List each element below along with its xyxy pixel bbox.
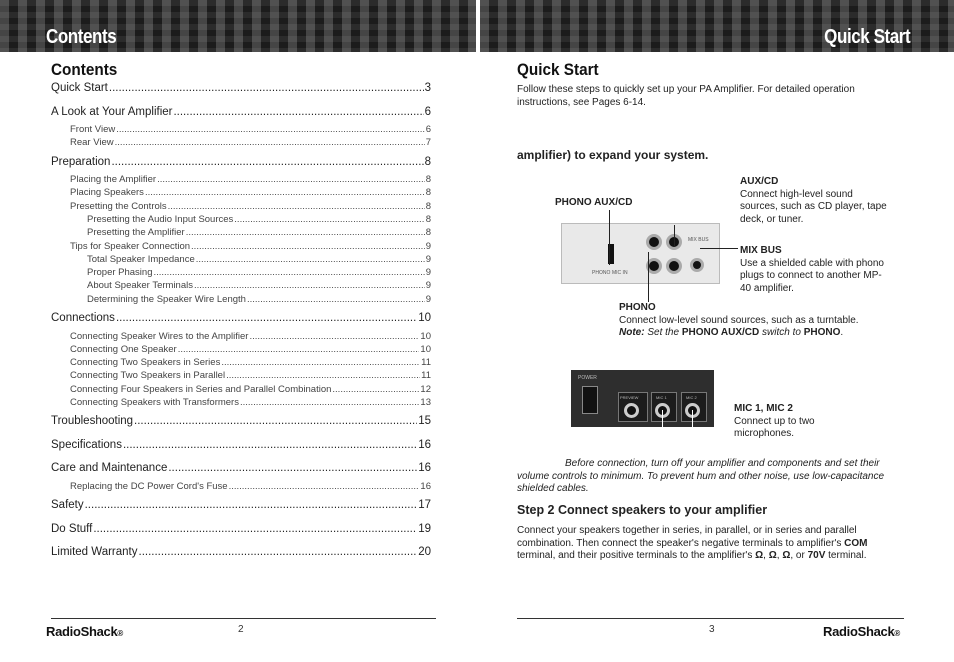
toc-page-number: 16 — [418, 462, 431, 475]
toc-entry[interactable] — [51, 156, 431, 175]
page-number: 3 — [709, 624, 715, 635]
toc-page-number: 7 — [425, 137, 431, 149]
callout-line — [700, 248, 738, 249]
toc-page-number: 8 — [424, 155, 431, 168]
toc-entry[interactable] — [51, 384, 431, 397]
toc-entry[interactable] — [51, 241, 431, 254]
toc-entry[interactable] — [51, 106, 431, 125]
toc-leader — [111, 156, 423, 168]
toc-title: Presetting the Amplifier — [87, 227, 185, 239]
toc-title: Total Speaker Impedance — [87, 253, 195, 265]
toc-leader — [168, 201, 425, 212]
toc-entry[interactable] — [51, 344, 431, 357]
toc-leader — [157, 174, 425, 185]
toc-page-number: 11 — [421, 370, 431, 382]
toc-entry[interactable] — [51, 294, 431, 307]
quick-start-banner — [480, 0, 954, 52]
toc-title: Replacing the DC Power Cord's Fuse — [70, 480, 228, 492]
toc-title: Specifications — [51, 438, 122, 451]
toc-title: Placing the Amplifier — [70, 174, 157, 186]
toc-leader — [178, 344, 420, 355]
toc-entry[interactable] — [51, 331, 431, 344]
toc-title: Do Stuff — [51, 522, 93, 535]
step1-tail: amplifier) to expand your system. — [517, 148, 709, 162]
toc-leader — [191, 241, 425, 252]
toc-leader — [186, 227, 425, 238]
mix-bus-jack — [690, 258, 704, 272]
footer-divider — [51, 618, 436, 619]
toc-entry[interactable] — [51, 481, 431, 494]
toc-page-number: 9 — [425, 240, 431, 252]
toc-page-number: 6 — [424, 105, 431, 118]
toc-page-number: 15 — [418, 415, 431, 428]
aux-jack — [666, 258, 682, 274]
toc-page-number: 10 — [418, 312, 431, 325]
mix-bus-desc: Use a shielded cable with phono plugs to connect to another MP-40 amplifier. — [740, 257, 884, 294]
radioshack-logo: RadioShack® — [823, 624, 901, 639]
toc-title: Connecting Speaker Wires to the Amplifier — [70, 330, 249, 342]
toc-title: Preparation — [51, 155, 111, 168]
toc-leader — [123, 439, 417, 451]
callout-line — [674, 225, 675, 247]
toc-title: Presetting the Controls — [70, 200, 167, 212]
toc-title: Connecting Speakers with Transformers — [70, 397, 239, 409]
toc-page-number: 9 — [425, 253, 431, 265]
toc-title: Connecting One Speaker — [70, 343, 177, 355]
callout-line — [609, 210, 610, 265]
toc-title: Front View — [70, 124, 116, 135]
toc-entry[interactable] — [51, 397, 431, 410]
phono-desc: Connect low-level sound sources, such as a turntable. — [619, 314, 859, 326]
toc-title: Care and Maintenance — [51, 462, 168, 475]
toc-entry[interactable] — [51, 214, 431, 227]
toc-leader — [173, 106, 423, 118]
toc-entry[interactable] — [51, 267, 431, 280]
toc-title: Connections — [51, 312, 115, 325]
page-title: Quick Start — [517, 60, 599, 79]
toc-leader — [145, 187, 425, 198]
toc-entry[interactable] — [51, 312, 431, 331]
toc-title: Connecting Two Speakers in Series — [70, 357, 221, 369]
toc-title: Determining the Speaker Wire Length — [87, 293, 246, 305]
intro-text: Follow these steps to quickly set up your PA Amplifier. For detailed operation instructions, see Pages 6-14. — [517, 84, 855, 108]
toc-page-number: 10 — [420, 343, 431, 355]
phono-aux-label: PHONO AUX/CD — [555, 197, 633, 208]
toc-title: A Look at Your Amplifier — [51, 105, 173, 118]
toc-title: Troubleshooting — [51, 415, 134, 428]
page-number: 2 — [238, 624, 244, 635]
toc-page-number: 10 — [420, 330, 431, 342]
toc-leader — [332, 384, 419, 395]
toc-page-number: 12 — [420, 383, 431, 395]
toc-entry[interactable] — [51, 546, 431, 565]
rear-panel-photo — [561, 223, 720, 284]
callout-line — [692, 410, 693, 434]
toc-entry[interactable] — [51, 415, 431, 434]
toc-leader — [240, 397, 419, 408]
aux-cd-title: AUX/CD — [740, 176, 779, 187]
toc-page-number: 19 — [418, 522, 431, 535]
mic-callout — [734, 403, 854, 441]
toc-entry[interactable] — [51, 187, 431, 200]
toc-leader — [221, 357, 420, 368]
toc-page-number: 11 — [421, 357, 431, 369]
banner-title: Contents — [46, 26, 117, 48]
step2-heading: Step 2 Connect speakers to your amplifier — [517, 503, 768, 517]
toc-leader — [229, 481, 420, 492]
radioshack-logo: RadioShack® — [46, 624, 124, 639]
toc-title: Quick Start — [51, 82, 108, 94]
panel-label: PREVIEW — [620, 395, 639, 400]
toc-leader — [93, 523, 417, 535]
toc-page-number: 9 — [425, 293, 431, 305]
toc-leader — [85, 499, 418, 511]
toc-leader — [194, 280, 425, 291]
power-switch — [582, 386, 598, 414]
phono-title: PHONO — [619, 302, 656, 313]
phono-callout — [619, 302, 909, 340]
toc-entry[interactable] — [51, 254, 431, 267]
toc-entry[interactable] — [51, 523, 431, 542]
toc-title: Safety — [51, 499, 84, 512]
toc-page-number: 8 — [425, 227, 431, 239]
mix-bus-callout — [740, 245, 890, 295]
toc-entry[interactable] — [51, 137, 431, 150]
toc-title: Proper Phasing — [87, 267, 153, 279]
toc-page-number: 3 — [424, 82, 431, 94]
toc-leader — [249, 331, 419, 342]
contents-banner — [0, 0, 476, 52]
toc-leader — [168, 462, 417, 474]
panel-label: MIC IN — [612, 270, 628, 276]
toc-page-number: 8 — [425, 187, 431, 199]
page-title: Contents — [51, 60, 118, 79]
toc-entry[interactable] — [51, 82, 431, 101]
toc-title: About Speaker Terminals — [87, 280, 193, 292]
toc-page-number: 16 — [420, 480, 431, 492]
banner-title: Quick Start — [823, 26, 910, 48]
caution-text: Before connection, turn off your amplifier and components and set their volume controls to minimum. To prevent hum and other noise, use low-capacitance shielded cables. — [517, 458, 885, 494]
toc-entry[interactable] — [51, 357, 431, 370]
toc-entry[interactable] — [51, 280, 431, 293]
mic-title: MIC 1, MIC 2 — [734, 403, 793, 414]
toc-entry[interactable] — [51, 462, 431, 481]
toc-leader — [139, 546, 418, 558]
mix-bus-title: MIX BUS — [740, 245, 782, 256]
toc-entry[interactable] — [51, 439, 431, 458]
toc-entry[interactable] — [51, 124, 431, 137]
toc-title: Presetting the Audio Input Sources — [87, 213, 234, 225]
toc-page-number: 16 — [418, 438, 431, 451]
toc-entry[interactable] — [51, 370, 431, 383]
table-of-contents — [51, 82, 431, 565]
toc-title: Rear View — [70, 137, 114, 149]
toc-title: Connecting Four Speakers in Series and Parallel Combination — [70, 383, 332, 395]
aux-cd-callout — [740, 176, 890, 226]
phono-note: Note: Set the PHONO AUX/CD switch to PHONO. — [619, 327, 844, 338]
toc-leader — [234, 214, 424, 225]
toc-page-number: 9 — [425, 267, 431, 279]
toc-entry[interactable] — [51, 499, 431, 518]
toc-leader — [226, 370, 420, 381]
toc-title: Tips for Speaker Connection — [70, 240, 191, 252]
toc-leader — [196, 254, 425, 265]
panel-label: PHONO — [592, 270, 611, 276]
toc-page-number: 13 — [420, 397, 431, 409]
preview-jack — [624, 403, 639, 418]
toc-leader — [153, 267, 424, 278]
panel-label: POWER — [578, 375, 597, 381]
toc-page-number: 17 — [418, 499, 431, 512]
toc-entry[interactable] — [51, 201, 431, 214]
callout-line — [648, 252, 649, 302]
toc-leader — [116, 124, 424, 135]
toc-entry[interactable] — [51, 227, 431, 240]
toc-page-number: 8 — [425, 200, 431, 212]
toc-leader — [116, 312, 417, 324]
toc-leader — [109, 82, 424, 94]
panel-label: MIC 2 — [686, 395, 697, 400]
panel-label: MIC 1 — [656, 395, 667, 400]
footer-divider — [517, 618, 904, 619]
mic-desc: Connect up to two microphones. — [734, 415, 815, 439]
aux-cd-desc: Connect high-level sound sources, such as CD player, tape deck, or tuner. — [740, 188, 887, 225]
toc-leader — [115, 137, 425, 148]
toc-page-number: 20 — [418, 546, 431, 559]
toc-title: Connecting Two Speakers in Parallel — [70, 370, 226, 382]
toc-leader — [134, 415, 417, 427]
toc-page-number: 9 — [425, 280, 431, 292]
toc-leader — [247, 294, 425, 305]
toc-page-number: 6 — [425, 124, 431, 135]
toc-entry[interactable] — [51, 174, 431, 187]
phono-jack — [646, 234, 662, 250]
callout-line — [662, 410, 663, 434]
toc-title: Placing Speakers — [70, 187, 144, 199]
toc-title: Limited Warranty — [51, 546, 138, 559]
toc-page-number: 8 — [425, 174, 431, 186]
panel-label: MIX BUS — [688, 237, 709, 243]
toc-page-number: 8 — [425, 213, 431, 225]
step2-text: Connect your speakers together in series, in parallel, or in series and parallel combination. Then connect the speaker's negative terminals to amplifier's COM terminal, and their positive terminals to the amplifier's Ω, Ω, Ω, or 70V terminal. — [517, 525, 868, 561]
